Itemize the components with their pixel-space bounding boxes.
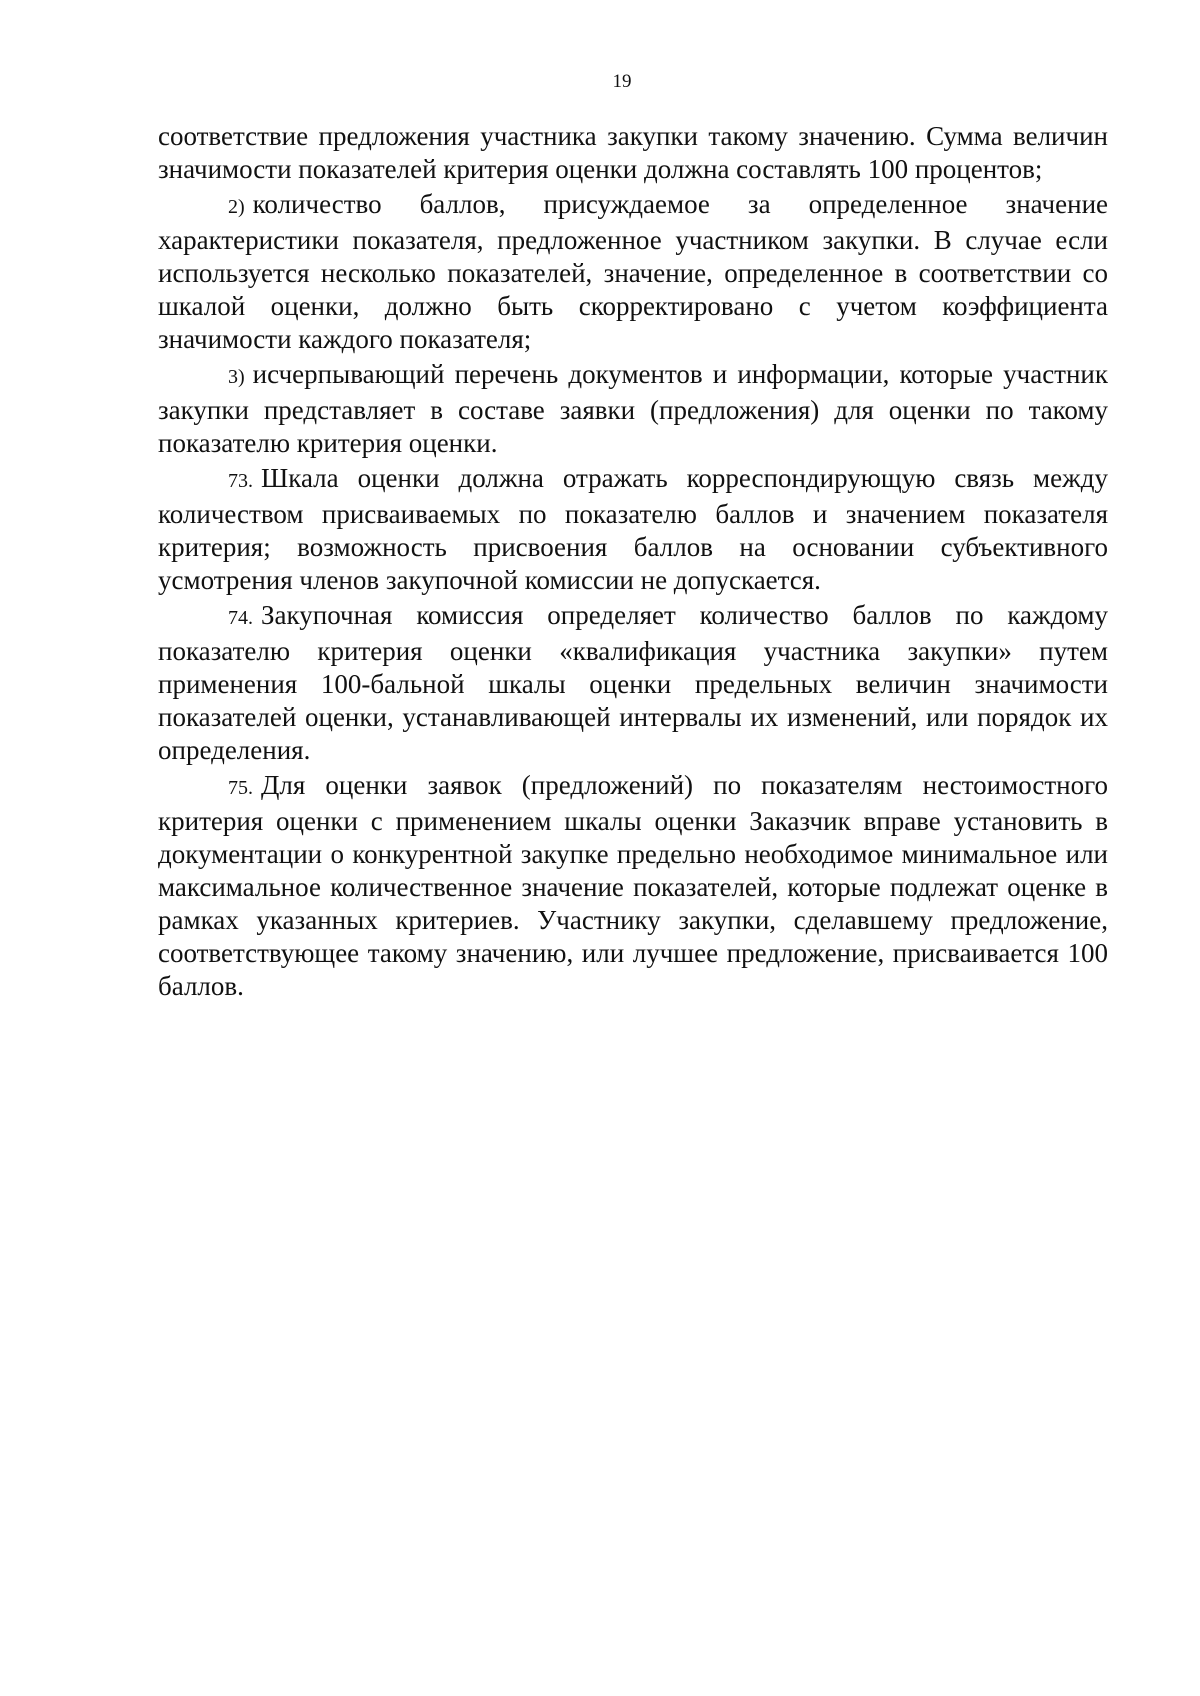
paragraph-text: количество баллов, присуждаемое за определенное значение характеристики показателя, предложенное участником закупки. В случае если используется несколько показателей, значение, определенное в соответствии со шкалой оценки, должно быть скорректировано с учетом коэффициента значимости каждого показателя; xyxy=(158,189,1108,354)
clause-75 xyxy=(158,769,1108,1003)
document-body xyxy=(158,120,1108,1005)
paragraph-text: Шкала оценки должна отражать корреспондирующую связь между количеством присваиваемых по показателю баллов и значением показателя критерия; возможность присвоения баллов на основании субъективного усмотрения членов закупочной комиссии не допускается. xyxy=(158,463,1108,595)
clause-74 xyxy=(158,599,1108,767)
paragraph-continuation xyxy=(158,120,1108,186)
paragraph-text: исчерпывающий перечень документов и информации, которые участник закупки представляет в составе заявки (предложения) для оценки по такому показателю критерия оценки. xyxy=(158,359,1108,458)
paragraph-text: Закупочная комиссия определяет количество баллов по каждому показателю критерия оценки «квалификация участника закупки» путем применения 100-бальной шкалы оценки предельных величин значимости показателей оценки, устанавливающей интервалы их изменений, или порядок их определения. xyxy=(158,600,1108,765)
clause-73 xyxy=(158,462,1108,597)
paragraph-text: соответствие предложения участника закупки такому значению. Сумма величин значимости показателей критерия оценки должна составлять 100 процентов; xyxy=(158,121,1108,184)
list-item-number: 3) xyxy=(228,366,245,388)
clause-number: 74. xyxy=(228,607,253,629)
paragraph-text: Для оценки заявок (предложений) по показателям нестоимостного критерия оценки с применением шкалы оценки Заказчик вправе установить в документации о конкурентной закупке предельно необходимое минимальное или максимальное количественное значение показателей, которые подлежат оценке в рамках указанных критериев. Участнику закупки, сделавшему предложение, соответствующее такому значению, или лучшее предложение, присваивается 100 баллов. xyxy=(158,770,1108,1001)
list-item-3 xyxy=(158,358,1108,460)
page-number: 19 xyxy=(612,71,632,92)
clause-number: 73. xyxy=(228,470,253,492)
clause-number: 75. xyxy=(228,777,253,799)
list-item-2 xyxy=(158,188,1108,356)
list-item-number: 2) xyxy=(228,196,245,218)
